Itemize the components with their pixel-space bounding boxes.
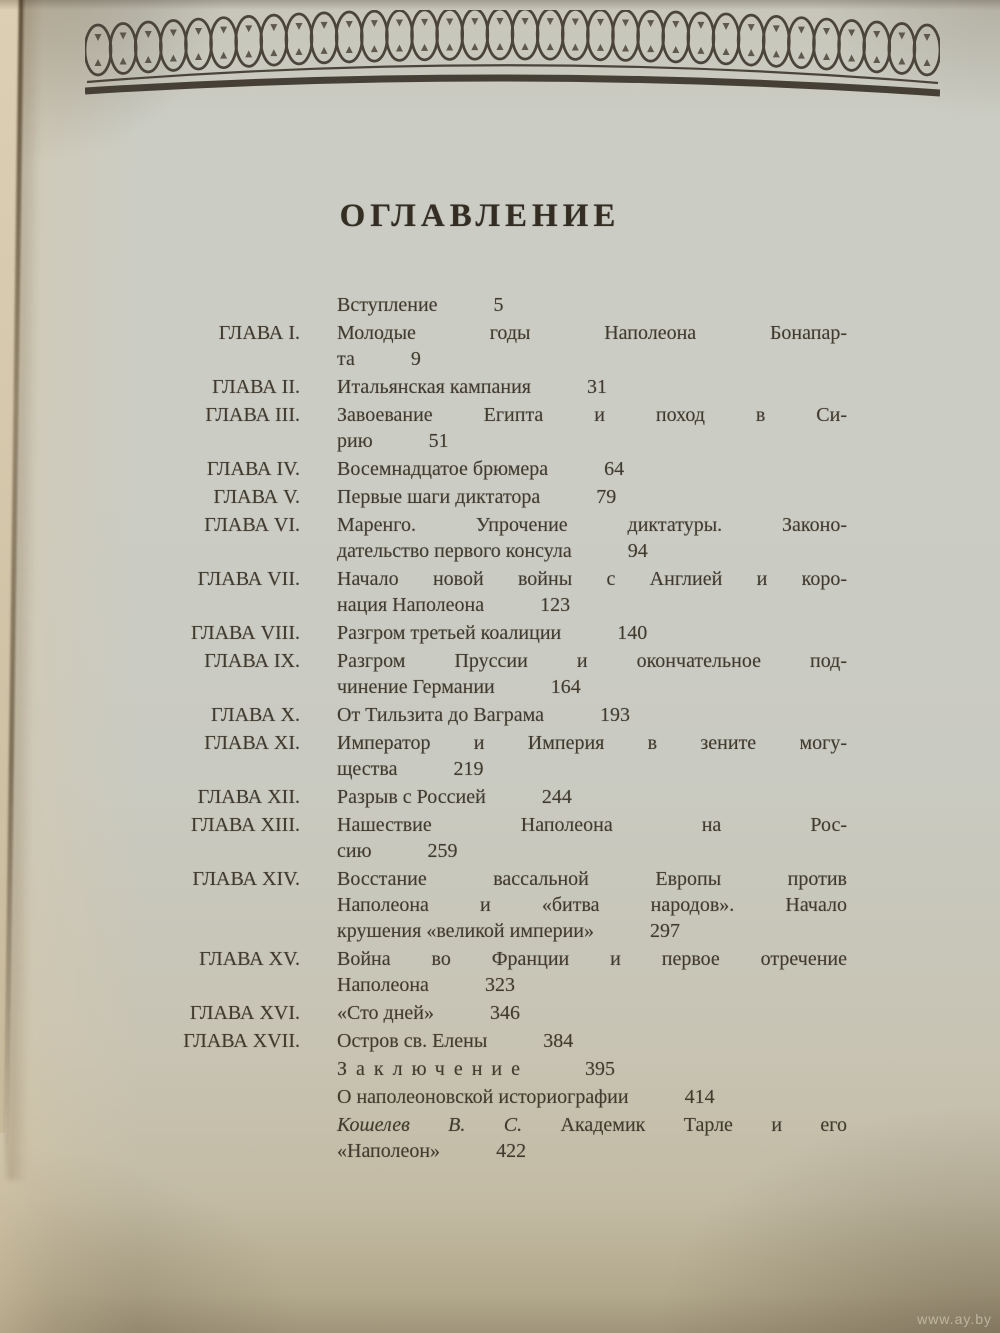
- page-number: 140: [617, 622, 648, 644]
- entry-title: [337, 566, 847, 618]
- entry-line: [337, 484, 847, 510]
- entry-title: [337, 648, 847, 700]
- entry-title: [337, 1028, 847, 1054]
- entry-line: [337, 730, 847, 756]
- entry-line: [337, 456, 847, 482]
- entry-title: [337, 374, 847, 400]
- entry-line: [337, 566, 847, 592]
- chapter-label: [115, 1056, 300, 1082]
- toc-entry: [115, 292, 847, 318]
- entry-line: [337, 1112, 847, 1138]
- page-number: 323: [484, 974, 515, 996]
- entry-title: [337, 812, 847, 864]
- title-text: Восстание вассальной Европы против: [337, 868, 847, 890]
- page-number: 9: [410, 348, 421, 370]
- page-number: 219: [453, 758, 484, 780]
- entry-title: [337, 866, 847, 944]
- toc-entry: [115, 1056, 847, 1082]
- chapter-label: ГЛАВА II.: [212, 376, 300, 398]
- page-number: 259: [427, 840, 458, 862]
- toc-entry: [115, 702, 847, 728]
- chapter-label: ГЛАВА VIII.: [190, 622, 300, 644]
- title-text: Разрыв с Россией: [337, 786, 486, 808]
- entry-line: [337, 866, 847, 892]
- title-text: Вступление: [337, 294, 438, 316]
- entry-title: [337, 620, 847, 646]
- title-text: «Сто дней»: [337, 1002, 435, 1024]
- toc-entry: [115, 512, 847, 564]
- title-text: рию: [337, 430, 373, 452]
- toc-entry: [115, 648, 847, 700]
- entry-line: [337, 756, 847, 782]
- entry-line: [337, 648, 847, 674]
- entry-title: [337, 730, 847, 782]
- title-text: Разгром третьей коалиции: [337, 622, 562, 644]
- title-text: Император и Империя в зените могу-: [337, 732, 847, 754]
- page-number: 51: [428, 430, 449, 452]
- page-number: 346: [490, 1002, 521, 1024]
- entry-line: [337, 320, 847, 346]
- entry-line: [337, 346, 847, 372]
- ring-chain-ornament-icon: [85, 10, 940, 110]
- entry-title: [337, 1056, 847, 1082]
- page-number: 244: [541, 786, 572, 808]
- title-text: нация Наполеона: [337, 594, 485, 616]
- title-text: Итальянская кампания: [337, 376, 531, 398]
- toc-entry: [115, 1000, 847, 1026]
- chapter-label: ГЛАВА XV.: [199, 948, 300, 970]
- entry-title: [337, 456, 847, 482]
- chapter-label: ГЛАВА I.: [218, 322, 300, 344]
- toc-entry: [115, 1084, 847, 1110]
- title-text: Наполеона: [337, 974, 429, 996]
- toc-entry: [115, 402, 847, 454]
- entry-line: [337, 620, 847, 646]
- chapter-label: [115, 1112, 300, 1164]
- chapter-label: ГЛАВА IX.: [204, 650, 300, 672]
- toc-entry: [115, 320, 847, 372]
- toc-entry: [115, 1112, 847, 1164]
- page-number: 422: [496, 1140, 527, 1162]
- entry-line: [337, 292, 847, 318]
- toc-entry: [115, 374, 847, 400]
- entry-line: [337, 1028, 847, 1054]
- page-number: 297: [649, 920, 680, 942]
- title-text: Молодые годы Наполеона Бонапар-: [337, 322, 847, 344]
- page-number: 79: [596, 486, 617, 508]
- entry-line: [337, 428, 847, 454]
- toc-entry: [115, 484, 847, 510]
- entry-line: [337, 512, 847, 538]
- page-number: 164: [550, 676, 581, 698]
- entry-title: [337, 946, 847, 998]
- page-number: 395: [585, 1058, 615, 1080]
- table-of-contents: [115, 292, 847, 1166]
- chapter-label: [115, 1084, 300, 1110]
- chapter-label: [115, 292, 300, 318]
- chapter-label: ГЛАВА VII.: [197, 568, 300, 590]
- chapter-label: ГЛАВА VI.: [204, 514, 300, 536]
- title-text: Маренго. Упрочение диктатуры. Законо-: [337, 514, 847, 536]
- title-text: та: [337, 348, 355, 370]
- title-text: крушения «великой империи»: [337, 920, 594, 942]
- entry-line: [337, 918, 847, 944]
- photo-top-shadow: [0, 0, 1000, 10]
- entry-line: [337, 374, 847, 400]
- chapter-label: ГЛАВА XVII.: [183, 1030, 300, 1052]
- toc-entry: [115, 620, 847, 646]
- toc-entry: [115, 784, 847, 810]
- entry-line: [337, 402, 847, 428]
- chapter-label: ГЛАВА XIV.: [192, 868, 300, 890]
- entry-line: [337, 1056, 847, 1082]
- page-number: 193: [600, 704, 631, 726]
- chapter-label: ГЛАВА V.: [213, 486, 300, 508]
- title-text: Академик Тарле и его: [560, 1114, 847, 1136]
- title-text: Заключение: [337, 1058, 529, 1080]
- entry-title: [337, 292, 847, 318]
- watermark: www.ay.by: [917, 1311, 992, 1327]
- title-text: Война во Франции и первое отречение: [337, 948, 847, 970]
- entry-line: [337, 784, 847, 810]
- chapter-label: ГЛАВА XII.: [197, 786, 300, 808]
- chapter-label: ГЛАВА III.: [205, 404, 300, 426]
- entry-title: [337, 512, 847, 564]
- chapter-label: ГЛАВА XI.: [204, 732, 300, 754]
- title-text: сию: [337, 840, 372, 862]
- toc-entry: [115, 730, 847, 782]
- entry-title: [337, 1112, 847, 1164]
- entry-line: [337, 892, 847, 918]
- page-number: 123: [540, 594, 571, 616]
- title-text: Завоевание Египта и поход в Си-: [337, 404, 847, 426]
- entry-line: [337, 838, 847, 864]
- title-text: От Тильзита до Ваграма: [337, 704, 545, 726]
- toc-entry: [115, 946, 847, 998]
- entry-title: [337, 484, 847, 510]
- title-text: дательство первого консула: [337, 540, 572, 562]
- title-text: Наполеона и «битва народов». Начало: [337, 894, 847, 916]
- page-number: 94: [627, 540, 648, 562]
- entry-line: [337, 592, 847, 618]
- entry-title: [337, 320, 847, 372]
- title-text: «Наполеон»: [337, 1140, 441, 1162]
- title-text: О наполеоновской историографии: [337, 1086, 629, 1108]
- chapter-label: ГЛАВА X.: [210, 704, 300, 726]
- title-text: Разгром Пруссии и окончательное под-: [337, 650, 847, 672]
- page-number: 64: [604, 458, 625, 480]
- toc-entry: [115, 1028, 847, 1054]
- page-number: 5: [493, 294, 504, 316]
- entry-line: [337, 1138, 847, 1164]
- entry-line: [337, 1084, 847, 1110]
- page-number: 414: [684, 1086, 715, 1108]
- chapter-label: ГЛАВА XIII.: [190, 814, 300, 836]
- entry-title: [337, 702, 847, 728]
- toc-entry: [115, 566, 847, 618]
- entry-line: [337, 674, 847, 700]
- entry-line: [337, 946, 847, 972]
- title-text: Начало новой войны с Англией и коро-: [337, 568, 847, 590]
- entry-line: [337, 972, 847, 998]
- entry-title: [337, 1084, 847, 1110]
- entry-line: [337, 1000, 847, 1026]
- entry-line: [337, 702, 847, 728]
- entry-line: [337, 538, 847, 564]
- entry-title: [337, 402, 847, 454]
- chapter-label: ГЛАВА XVI.: [189, 1002, 300, 1024]
- entry-line: [337, 812, 847, 838]
- toc-entry: [115, 456, 847, 482]
- entry-title: [337, 784, 847, 810]
- page-number: 384: [543, 1030, 574, 1052]
- page-title: ОГЛАВЛЕНИЕ: [339, 198, 621, 234]
- title-text: Нашествие Наполеона на Рос-: [337, 814, 847, 836]
- title-text: Остров св. Елены: [337, 1030, 488, 1052]
- author-name: Кошелев В. С.: [337, 1114, 523, 1136]
- title-text: чинение Германии: [337, 676, 495, 698]
- chapter-label: ГЛАВА IV.: [206, 458, 300, 480]
- entry-title: [337, 1000, 847, 1026]
- toc-entry: [115, 866, 847, 944]
- title-text: щества: [337, 758, 398, 780]
- title-text: Восемнадцатое брюмера: [337, 458, 549, 480]
- title-text: Первые шаги диктатора: [337, 486, 541, 508]
- page-number: 31: [586, 376, 607, 398]
- toc-entry: [115, 812, 847, 864]
